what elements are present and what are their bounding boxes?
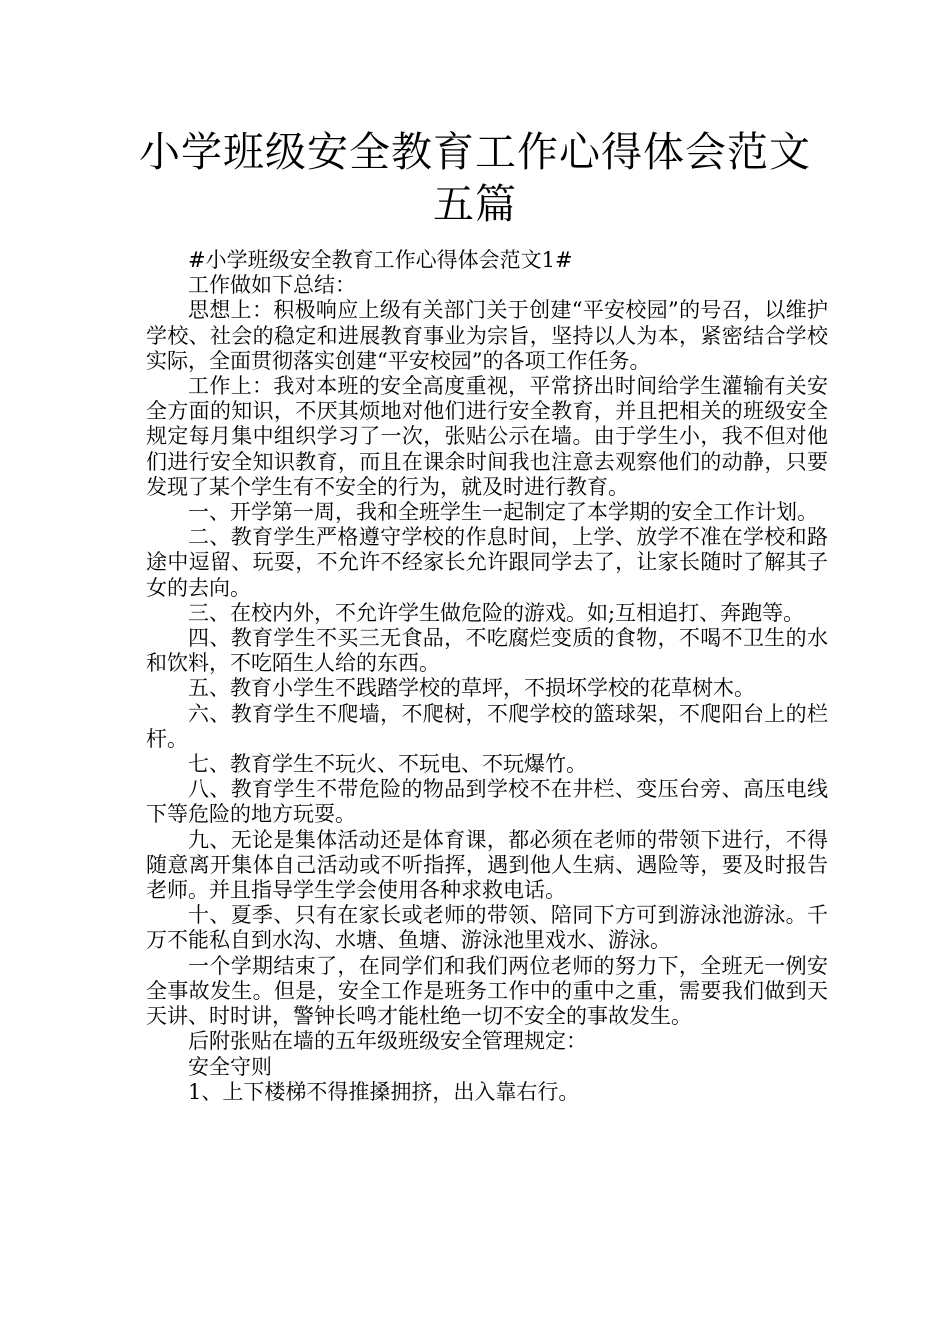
- list-item: 七、教育学生不玩火、不玩电、不玩爆竹。: [188, 752, 587, 777]
- list-item: 二、教育学生严格遵守学校的作息时间，上学、放学不准在学校和路途中逗留、玩耍，不允许不经家长允许跟同学去了，让家长随时了解其子女的去向。: [146, 525, 828, 600]
- list-item: 九、无论是集体活动还是体育课，都必须在老师的带领下进行，不得随意离开集体自己活动或不听指挥，遇到他人生病、遇险等，要及时报告老师。并且指导学生学会使用各种求救电话。: [146, 827, 828, 903]
- paragraph: 一个学期结束了，在同学们和我们两位老师的努力下，全班无一例安全事故发生。但是，安全工作是班务工作中的重中之重，需要我们做到天天讲、时时讲，警钟长鸣才能杜绝一切不安全的事故发生。: [146, 953, 828, 1029]
- list-item: 十、夏季、只有在家长或老师的带领、陪同下方可到游泳池游泳。千万不能私自到水沟、水塘、鱼塘、游泳池里戏水、游泳。: [146, 903, 828, 953]
- paragraph: 后附张贴在墙的五年级班级安全管理规定：: [188, 1029, 587, 1054]
- subheading: 安全守则: [188, 1054, 272, 1079]
- section-heading: #小学班级安全教育工作心得体会范文1#: [188, 248, 573, 272]
- list-item: 六、教育学生不爬墙，不爬树，不爬学校的篮球架，不爬阳台上的栏杆。: [146, 701, 828, 751]
- document-body: [146, 248, 828, 1105]
- document-title: 小学班级安全教育工作心得体会范文五篇: [139, 128, 811, 228]
- paragraph: 思想上：积极响应上级有关部门关于创建“平安校园”的号召，以维护学校、社会的稳定和进展教育事业为宗旨，坚持以人为本，紧密结合学校实际，全面贯彻落实创建“平安校园”的各项工作任务。: [146, 298, 828, 373]
- list-item: 1、上下楼梯不得推搡拥挤，出入靠右行。: [188, 1079, 580, 1104]
- list-item: 四、教育学生不买三无食品，不吃腐烂变质的食物，不喝不卫生的水和饮料，不吃陌生人给的东西。: [146, 626, 828, 676]
- list-item: 一、开学第一周，我和全班学生一起制定了本学期的安全工作计划。: [188, 500, 818, 525]
- list-item: 三、在校内外，不允许学生做危险的游戏。如;互相追打、奔跑等。: [188, 600, 805, 625]
- list-item: 五、教育小学生不践踏学校的草坪，不损坏学校的花草树木。: [188, 676, 755, 701]
- paragraph: 工作上：我对本班的安全高度重视，平常挤出时间给学生灌输有关安全方面的知识，不厌其烦地对他们进行安全教育，并且把相关的班级安全规定每月集中组织学习了一次，张贴公示在墙。由于学生小，我不但对他们进行安全知识教育，而且在课余时间我也注意去观察他们的动静，只要发现了某个学生有不安全的行为，就及时进行教育。: [146, 374, 828, 499]
- paragraph: 工作做如下总结：: [188, 273, 356, 298]
- list-item: 八、教育学生不带危险的物品到学校不在井栏、变压台旁、高压电线下等危险的地方玩耍。: [146, 777, 828, 827]
